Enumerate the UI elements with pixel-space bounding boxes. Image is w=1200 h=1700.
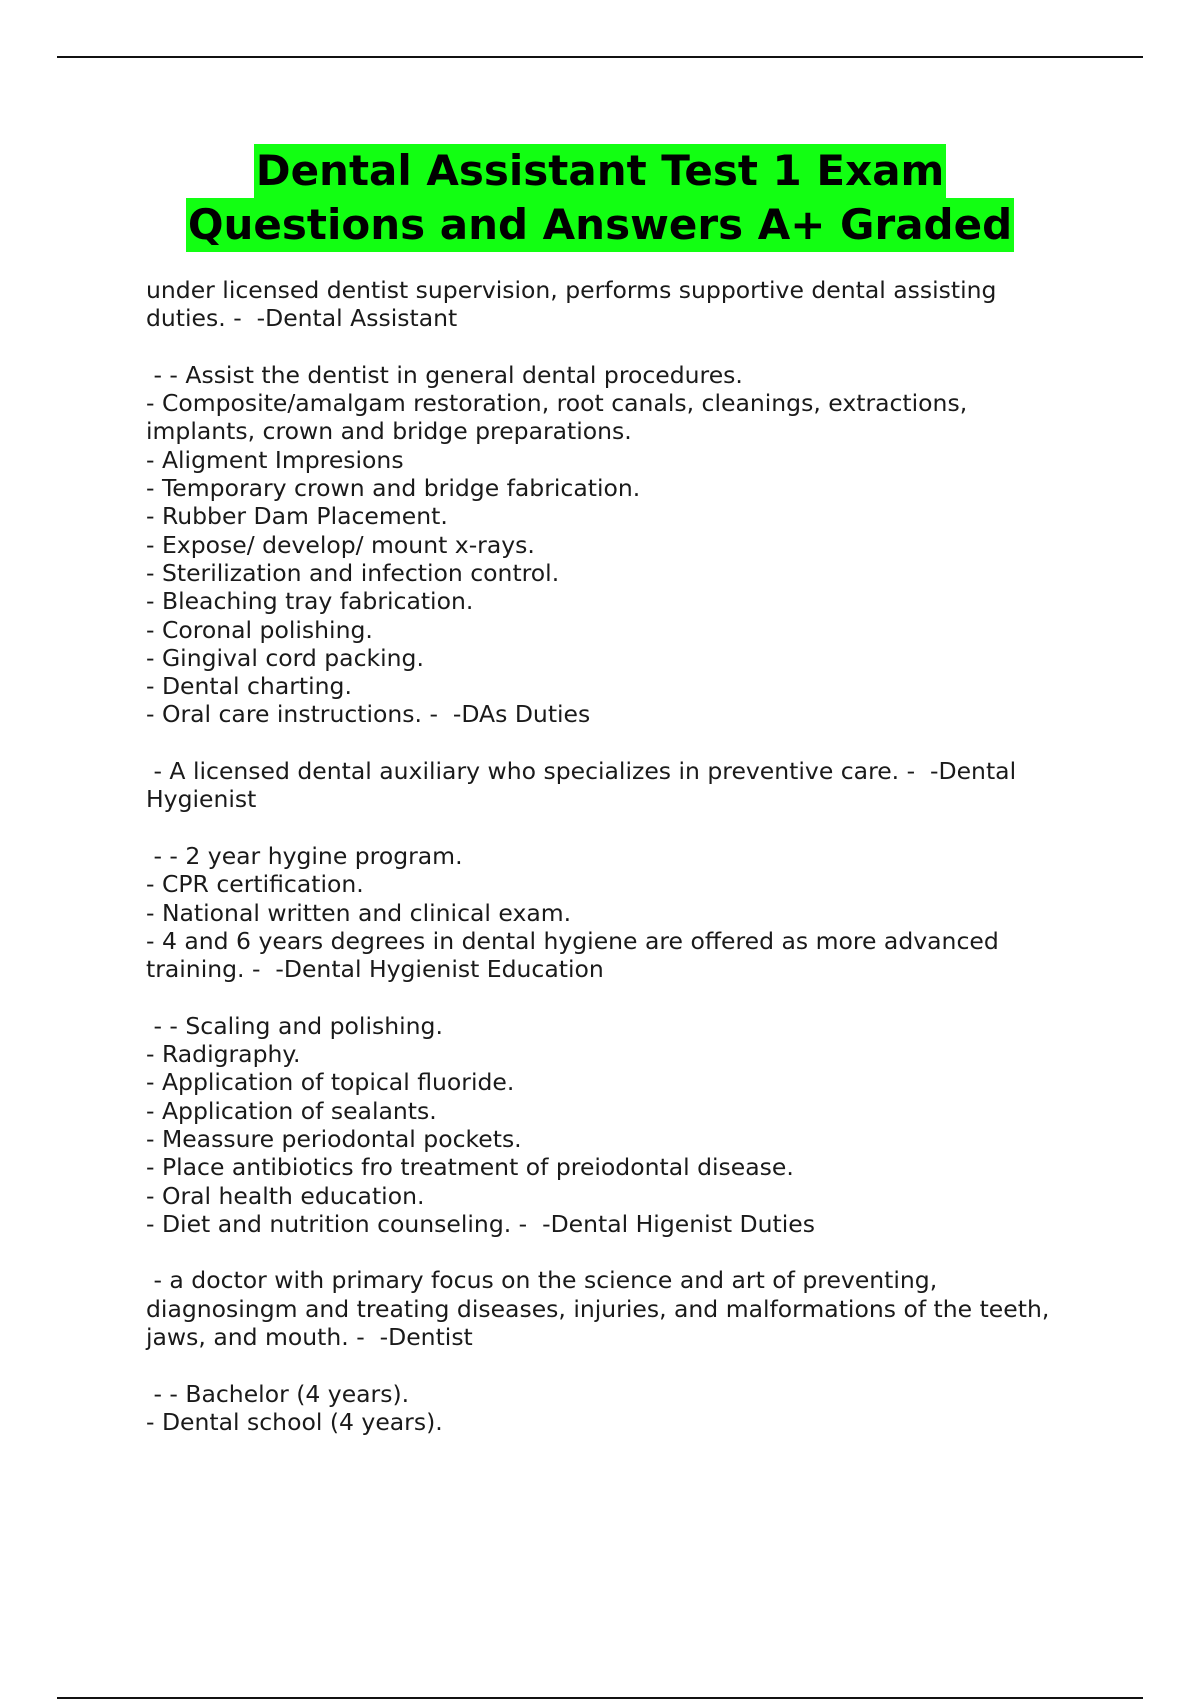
text-line: training. - -Dental Hygienist Education	[146, 955, 604, 984]
text-line: - Dental charting.	[146, 672, 352, 701]
title-line-2: Questions and Answers A+ Graded	[186, 198, 1014, 252]
document-title	[100, 144, 1100, 252]
paragraph-gap	[146, 729, 1086, 757]
text-line: diagnosingm and treating diseases, injuries, and malformations of the teeth,	[146, 1294, 1050, 1323]
text-line: - Expose/ develop/ mount x-rays.	[146, 530, 535, 559]
text-line: - Temporary crown and bridge fabrication.	[146, 474, 641, 503]
text-line: Hygienist	[146, 785, 257, 814]
text-line: - Sterilization and infection control.	[146, 558, 560, 587]
text-line: implants, crown and bridge preparations.	[146, 417, 632, 446]
text-line: - Application of sealants.	[146, 1096, 437, 1125]
text-line: - Radigraphy.	[146, 1040, 301, 1069]
text-line: - - Bachelor (4 years).	[146, 1379, 410, 1408]
text-line: - Rubber Dam Placement.	[146, 502, 448, 531]
title-line-1: Dental Assistant Test 1 Exam	[254, 144, 947, 198]
qa-paragraph	[146, 361, 1086, 729]
qa-paragraph	[146, 1380, 1086, 1437]
qa-paragraph	[146, 757, 1086, 814]
text-line: - Dental school (4 years).	[146, 1407, 443, 1436]
text-line: - - Scaling and polishing.	[146, 1011, 443, 1040]
text-line: - Oral care instructions. - -DAs Duties	[146, 700, 591, 729]
text-line: - a doctor with primary focus on the science and art of preventing,	[146, 1266, 938, 1295]
text-line: - Application of topical fluoride.	[146, 1068, 515, 1097]
text-line: - CPR certification.	[146, 870, 364, 899]
text-line: - - Assist the dentist in general dental procedures.	[146, 360, 743, 389]
qa-paragraph	[146, 1012, 1086, 1238]
text-line: - Gingival cord packing.	[146, 643, 424, 672]
qa-paragraph	[146, 276, 1086, 333]
document-body	[146, 276, 1086, 1436]
text-line: - Place antibiotics fro treatment of preiodontal disease.	[146, 1153, 794, 1182]
bottom-rule	[57, 1697, 1143, 1699]
text-line: - A licensed dental auxiliary who specializes in preventive care. - -Dental	[146, 757, 1017, 786]
text-line: - Composite/amalgam restoration, root canals, cleanings, extractions,	[146, 389, 968, 418]
paragraph-gap	[146, 983, 1086, 1011]
text-line: - Aligment Impresions	[146, 445, 404, 474]
text-line: - - 2 year hygine program.	[146, 841, 463, 870]
paragraph-gap	[146, 1238, 1086, 1266]
qa-paragraph	[146, 842, 1086, 983]
text-line: - Bleaching tray fabrication.	[146, 587, 474, 616]
text-line: jaws, and mouth. - -Dentist	[146, 1322, 473, 1351]
qa-paragraph	[146, 1266, 1086, 1351]
text-line: - 4 and 6 years degrees in dental hygiene are offered as more advanced	[146, 926, 999, 955]
text-line: duties. - -Dental Assistant	[146, 304, 458, 333]
text-line: - Oral health education.	[146, 1181, 425, 1210]
paragraph-gap	[146, 814, 1086, 842]
paragraph-gap	[146, 333, 1086, 361]
text-line: - Meassure periodontal pockets.	[146, 1124, 522, 1153]
text-line: - National written and clinical exam.	[146, 898, 572, 927]
text-line: under licensed dentist supervision, performs supportive dental assisting	[146, 276, 997, 304]
text-line: - Diet and nutrition counseling. - -Dental Higenist Duties	[146, 1209, 815, 1238]
top-rule	[57, 56, 1143, 58]
paragraph-gap	[146, 1351, 1086, 1379]
text-line: - Coronal polishing.	[146, 615, 373, 644]
